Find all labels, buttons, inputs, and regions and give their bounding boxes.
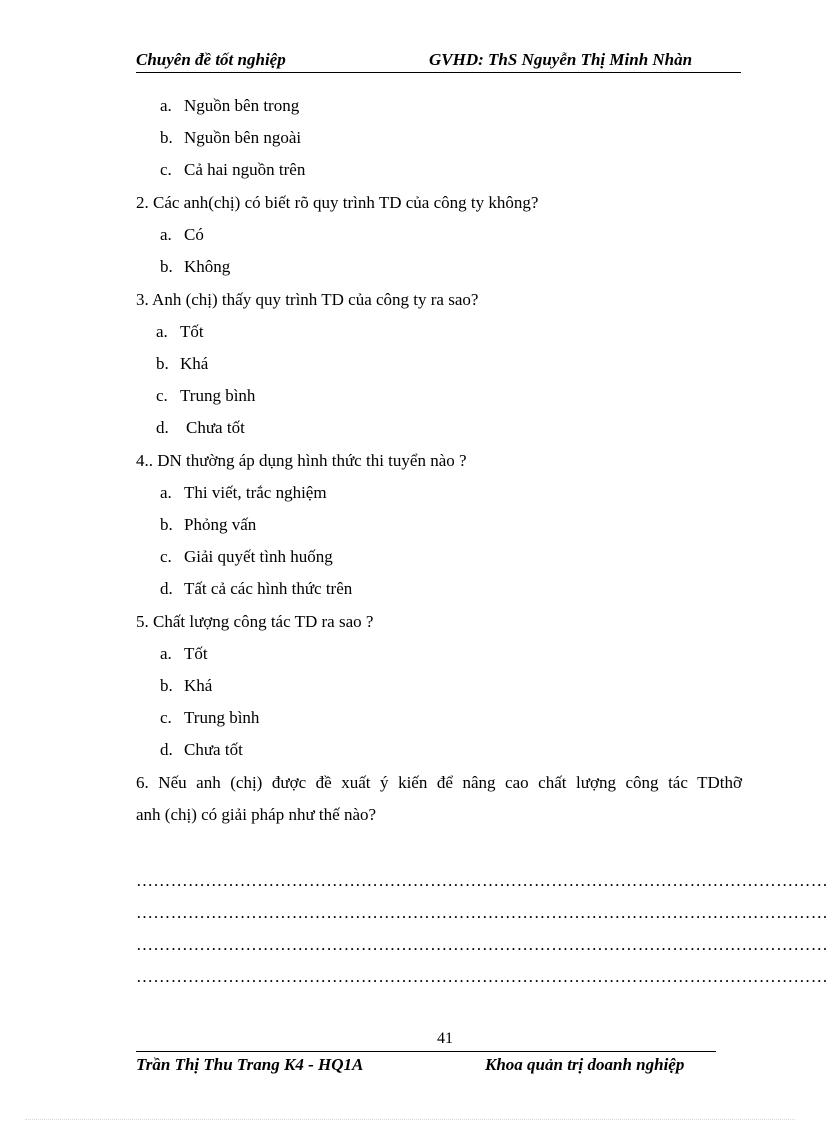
footer-department: Khoa quản trị doanh nghiệp <box>485 1055 685 1074</box>
list-item: a. Có <box>160 225 204 244</box>
header-title: Chuyên đề tốt nghiệp <box>136 50 286 69</box>
list-item: c. Cả hai nguồn trên <box>160 160 306 179</box>
page-number: 41 <box>437 1030 453 1047</box>
list-item: b. Không <box>160 257 231 276</box>
question-6-line-2: anh (chị) có giải pháp như thế nào? <box>136 805 377 824</box>
list-item: b. Khá <box>156 354 209 373</box>
question-6-line-1: 6. Nếu anh (chị) được đề xuất ý kiến để nâng cao chất lượng công tác TDthỡ <box>136 773 742 792</box>
list-item: c. Giải quyết tình huống <box>160 547 333 566</box>
answer-line: ………………………………………………………………………………………………………… <box>136 967 828 986</box>
header-supervisor: GVHD: ThS Nguyễn Thị Minh Nhàn <box>429 50 693 69</box>
list-item: a. Tốt <box>156 322 204 341</box>
answer-line: ………………………………………………………………………………………………………… <box>136 935 828 954</box>
list-item: a. Tốt <box>160 644 208 663</box>
list-item: a. Thi viết, trắc nghiệm <box>160 483 327 502</box>
page-footer <box>136 1051 716 1078</box>
answer-line: ………………………………………………………………………………………………………… <box>136 903 828 922</box>
question-5: 5. Chất lượng công tác TD ra sao ? <box>136 612 374 631</box>
page-edge-divider <box>25 1119 795 1120</box>
list-item: b. Phỏng vấn <box>160 515 257 534</box>
list-item: d. Chưa tốt <box>156 418 245 437</box>
page-header <box>136 50 741 73</box>
answer-line: ………………………………………………………………………………………………………… <box>136 871 828 890</box>
list-item: a. Nguồn bên trong <box>160 96 300 115</box>
question-3: 3. Anh (chị) thấy quy trình TD của công ty ra sao? <box>136 290 479 309</box>
list-item: c. Trung bình <box>156 386 256 405</box>
footer-author: Trần Thị Thu Trang K4 - HQ1A <box>136 1055 364 1074</box>
question-2: 2. Các anh(chị) có biết rõ quy trình TD của công ty không? <box>136 193 539 212</box>
list-item: d. Chưa tốt <box>160 740 243 759</box>
list-item: b. Nguồn bên ngoài <box>160 128 302 147</box>
question-4: 4.. DN thường áp dụng hình thức thi tuyển nào ? <box>136 451 467 470</box>
list-item: d. Tất cả các hình thức trên <box>160 579 353 598</box>
list-item: c. Trung bình <box>160 708 260 727</box>
list-item: b. Khá <box>160 676 213 695</box>
